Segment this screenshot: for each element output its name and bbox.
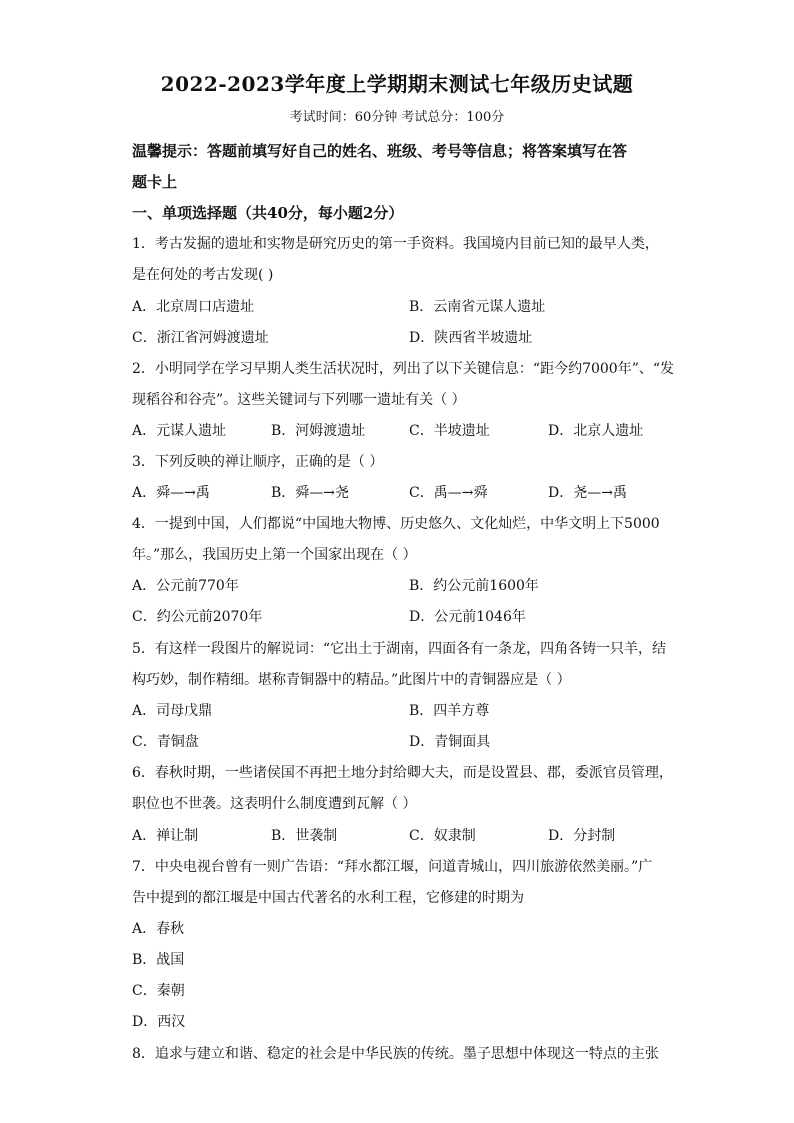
q1-option-a: A．北京周口店遗址 — [132, 299, 255, 315]
q4-option-d: D．公元前1046年 — [409, 609, 526, 625]
question-1-line-1: 1．考古发掘的遗址和实物是研究历史的第一手资料。我国境内目前已知的最早人类， — [132, 236, 659, 252]
question-2-line-1: 2．小明同学在学习早期人类生活状况时，列出了以下关键信息：“距今约7000年”、“发 — [132, 361, 675, 377]
q7-option-b: B．战国 — [132, 952, 185, 968]
question-5-line-2: 构巧妙，制作精细。堪称青铜器中的精品。”此图片中的青铜器应是（ ） — [132, 672, 571, 688]
q7-option-a: A．春秋 — [132, 921, 185, 937]
q2-option-a: A．元谋人遗址 — [132, 423, 227, 439]
q5-option-a: A．司母戊鼎 — [132, 703, 213, 719]
q2-option-d: D．北京人遗址 — [548, 423, 644, 439]
question-2-line-2: 现稻谷和谷壳”。这些关键词与下列哪一遗址有关（ ） — [132, 392, 466, 408]
question-3-line-1: 3．下列反映的禅让顺序，正确的是（ ） — [132, 454, 384, 470]
q3-option-d: D．尧—→禹 — [548, 485, 627, 501]
q3-option-a: A．舜—→禹 — [132, 485, 210, 501]
section-heading: 一、单项选择题（共40分，每小题2分） — [132, 204, 404, 222]
q2-option-c: C．半坡遗址 — [409, 423, 490, 439]
question-5-line-1: 5．有这样一段图片的解说词：“它出土于湖南，四面各有一条龙，四角各铸一只羊，结 — [132, 641, 667, 657]
exam-info: 考试时间：60分钟 考试总分：100分 — [289, 110, 505, 125]
q1-option-b: B．云南省元谋人遗址 — [409, 299, 546, 315]
question-8-line-1: 8．追求与建立和谐、稳定的社会是中华民族的传统。墨子思想中体现这一特点的主张 — [132, 1046, 659, 1062]
page-title: 2022-2023学年度上学期期末测试七年级历史试题 — [160, 72, 634, 96]
q3-option-c: C．禹—→舜 — [409, 485, 488, 501]
q6-option-a: A．禅让制 — [132, 828, 199, 844]
notice-line-1: 温馨提示：答题前填写好自己的姓名、班级、考号等信息；将答案填写在答 — [132, 142, 628, 160]
q1-option-c: C．浙江省河姆渡遗址 — [132, 330, 269, 346]
q7-option-d: D．西汉 — [132, 1014, 186, 1030]
q4-option-b: B．约公元前1600年 — [409, 578, 539, 594]
notice-line-2: 题卡上 — [132, 173, 178, 191]
q1-option-d: D．陕西省半坡遗址 — [409, 330, 533, 346]
question-7-line-1: 7．中央电视台曾有一则广告语：“拜水都江堰，问道青城山，四川旅游依然美丽。”广 — [132, 859, 653, 875]
q4-option-c: C．约公元前2070年 — [132, 609, 263, 625]
q4-option-a: A．公元前770年 — [132, 578, 239, 594]
q5-option-b: B．四羊方尊 — [409, 703, 490, 719]
question-1-line-2: 是在何处的考古发现( ) — [132, 267, 274, 283]
q7-option-c: C．秦朝 — [132, 983, 185, 999]
question-7-line-2: 告中提到的都江堰是中国古代著名的水利工程，它修建的时期为 — [132, 890, 524, 906]
question-6-line-2: 职位也不世袭。这表明什么制度遭到瓦解（ ） — [132, 796, 417, 812]
q6-option-b: B．世袭制 — [271, 828, 338, 844]
question-4-line-1: 4．一提到中国，人们都说“中国地大物博、历史悠久、文化灿烂，中华文明上下5000 — [132, 516, 660, 532]
q3-option-b: B．舜—→尧 — [271, 485, 350, 501]
q6-option-d: D．分封制 — [548, 828, 616, 844]
q5-option-d: D．青铜面具 — [409, 734, 491, 750]
q5-option-c: C．青铜盘 — [132, 734, 199, 750]
question-6-line-1: 6．春秋时期，一些诸侯国不再把土地分封给卿大夫，而是设置县、郡，委派官员管理， — [132, 765, 673, 781]
q2-option-b: B．河姆渡遗址 — [271, 423, 366, 439]
q6-option-c: C．奴隶制 — [409, 828, 476, 844]
question-4-line-2: 年。”那么，我国历史上第一个国家出现在（ ） — [132, 547, 417, 563]
